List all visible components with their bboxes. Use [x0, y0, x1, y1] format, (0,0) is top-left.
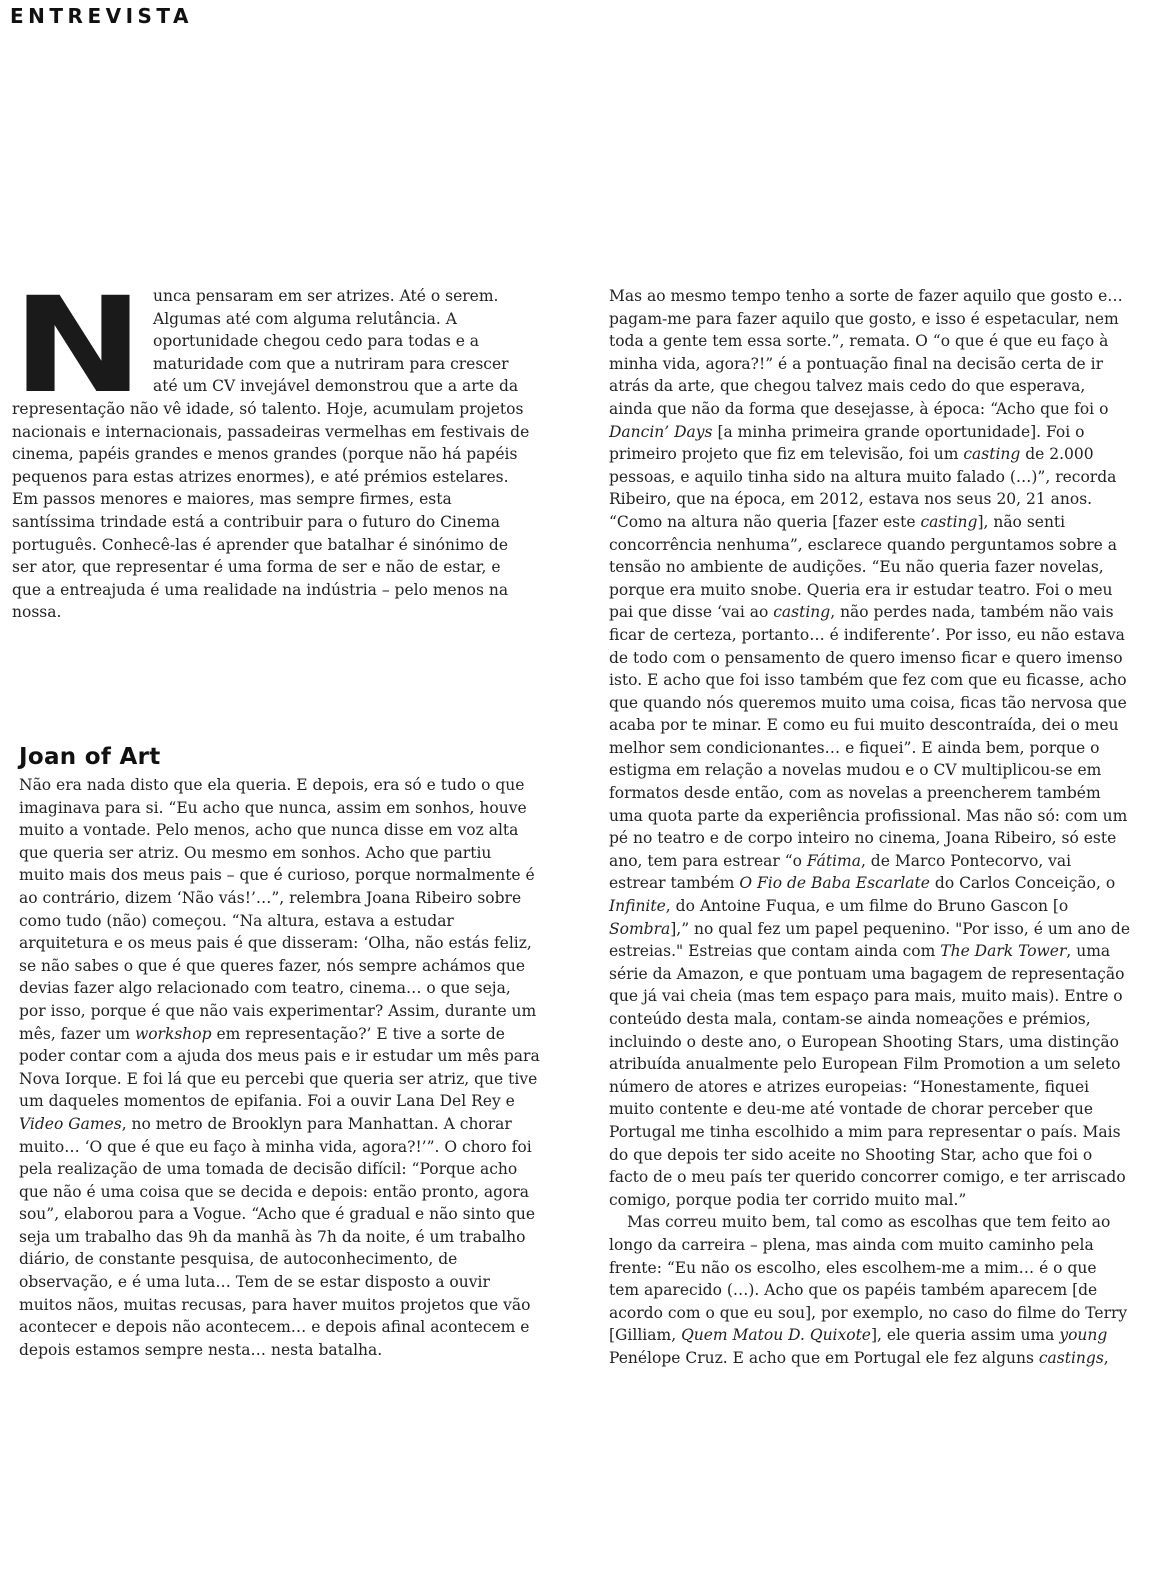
subhead-joan-of-art: Joan of Art	[19, 744, 161, 770]
left-body-column	[19, 774, 541, 1361]
right-body-column	[609, 285, 1131, 1370]
intro-column	[12, 285, 534, 624]
right-body-paragraph-1: Mas ao mesmo tempo tenho a sorte de fazer aquilo que gosto e… pagam-me para fazer aquilo que gosto, e isso é espetacular, nem toda a gente tem essa sorte.”, remata. O “o que é que eu faço à minha vida, agora?!” é a pontuação final na decisão certa de ir atrás da arte, que chegou talvez mais cedo do que esperava, ainda que não da forma que desejasse, à época: “Acho que foi o Dancin’ Days [a minha primeira grande oportunidade]. Foi o primeiro projeto que fiz em televisão, foi um casting de 2.000 pessoas, e aquilo tinha sido na altura muito falado (…)”, recorda Ribeiro, que na época, em 2012, estava nos seus 20, 21 anos. “Como na altura não queria [fazer este casting], não senti concorrência nenhuma”, esclarece quando perguntamos sobre a tensão no ambiente de audições. “Eu não queria fazer novelas, porque era muito snobe. Queria era ir estudar teatro. Foi o meu pai que disse ‘vai ao casting, não perdes nada, também não vais ficar de certeza, portanto… é indiferente’. Por isso, eu não estava de todo com o pensamento de quero imenso ficar e quero imenso isto. E acho que foi isso também que fez com que eu ficasse, acho que quando nós queremos muito uma coisa, ficas tão nervosa que acaba por te minar. E como eu fui muito descontraída, dei o meu melhor sem condicionantes… e fiquei”. E ainda bem, porque o estigma em relação a novelas mudou e o CV multiplicou-se em formatos desde então, com as novelas a preencherem também uma quota parte da experiência profissional. Mas não só: com um pé no teatro e de corpo inteiro no cinema, Joana Ribeiro, só este ano, tem para estrear “o Fátima, de Marco Pontecorvo, vai estrear também O Fio de Baba Escarlate do Carlos Conceição, o Infinite, do Antoine Fuqua, e um filme do Bruno Gascon [o Sombra],” no qual fez um papel pequenino. "Por isso, é um ano de estreias." Estreias que contam ainda com The Dark Tower, uma série da Amazon, e que pontuam uma bagagem de representação que já vai cheia (mas tem espaço para mais, muito mais). Entre o conteúdo desta mala, contam-se ainda nomeações e prémios, incluindo o deste ano, o European Shooting Stars, uma distinção atribuída anualmente pelo European Film Promotion a um seleto número de atores e atrizes europeias: “Honestamente, fiquei muito contente e deu-me até vontade de chorar perceber que Portugal me tinha escolhido a mim para representar o país. Mais do que depois ter sido aceite no Shooting Star, acho que foi o facto de o meu país ter querido concorrer comigo, e ter arriscado comigo, porque podia ter corrido muito mal.”	[609, 287, 1131, 1209]
left-body-paragraph: Não era nada disto que ela queria. E depois, era só e tudo o que imaginava para si. “Eu acho que nunca, assim em sonhos, houve muito a vontade. Pelo menos, acho que nunca disse em voz alta que queria ser atriz. Ou mesmo em sonhos. Acho que partiu muito mais dos meus pais – que é curioso, porque normalmente é ao contrário, dizem ‘Não vás!’…”, relembra Joana Ribeiro sobre como tudo (não) começou. “Na altura, estava a estudar arquitetura e os meus pais é que disseram: ‘Olha, não estás feliz, se não sabes o que é que queres fazer, nós sempre achámos que devias fazer algo relacionado com teatro, cinema… o que seja, por isso, porque é que não vais experimentar? Assim, durante um mês, fazer um workshop em representação?’ E tive a sorte de poder contar com a ajuda dos meus pais e ir estudar um mês para Nova Iorque. E foi lá que eu percebi que queria ser atriz, que tive um daqueles momentos de epifania. Foi a ouvir Lana Del Rey e Video Games, no metro de Brooklyn para Manhattan. A chorar muito… ‘O que é que eu faço à minha vida, agora?!’”. O choro foi pela realização de uma tomada de decisão difícil: “Porque acho que não é uma coisa que se decida e depois: então pronto, agora sou”, elaborou para a Vogue. “Acho que é gradual e não sinto que seja um trabalho das 9h da manhã às 7h da noite, é um trabalho diário, de constante pesquisa, de autoconhecimento, de observação, e é uma luta… Tem de se estar disposto a ouvir muitos nãos, muitas recusas, para haver muitos projetos que vão acontecer e depois não acontecem… e depois afinal acontecem e depois estamos sempre nesta… nesta batalha.	[19, 776, 540, 1359]
section-label: ENTREVISTA	[10, 4, 193, 28]
right-body-paragraph-2: Mas correu muito bem, tal como as escolhas que tem feito ao longo da carreira – plena, mas ainda com muito caminho pela frente: “Eu não os escolho, eles escolhem-me a mim… é o que tem aparecido (…). Acho que os papéis também aparecem [de acordo com o que eu sou], por exemplo, no caso do filme do Terry [Gilliam, Quem Matou D. Quixote], ele queria assim uma young Penélope Cruz. E acho que em Portugal ele fez alguns castings,	[609, 1213, 1128, 1367]
dropcap	[12, 293, 147, 393]
dropcap-letter-graphic	[12, 293, 147, 393]
dropcap-letter: N	[12, 293, 144, 393]
intro-paragraph: unca pensaram em ser atrizes. Até o serem. Algumas até com alguma relutância. A oportunidade chegou cedo para todas e a maturidade com que a nutriram para crescer até um CV invejável demonstrou que a arte da representação não vê idade, só talento. Hoje, acumulam projetos nacionais e internacionais, passadeiras vermelhas em festivais de cinema, papéis grandes e menos grandes (porque não há papéis pequenos para estas atrizes enormes), e até prémios estelares. Em passos menores e maiores, mas sempre firmes, esta santíssima trindade está a contribuir para o futuro do Cinema português. Conhecê-las é aprender que batalhar é sinónimo de ser ator, que representar é uma forma de ser e não de estar, e que a entreajuda é uma realidade na indústria – pelo menos na nossa.	[12, 287, 530, 622]
